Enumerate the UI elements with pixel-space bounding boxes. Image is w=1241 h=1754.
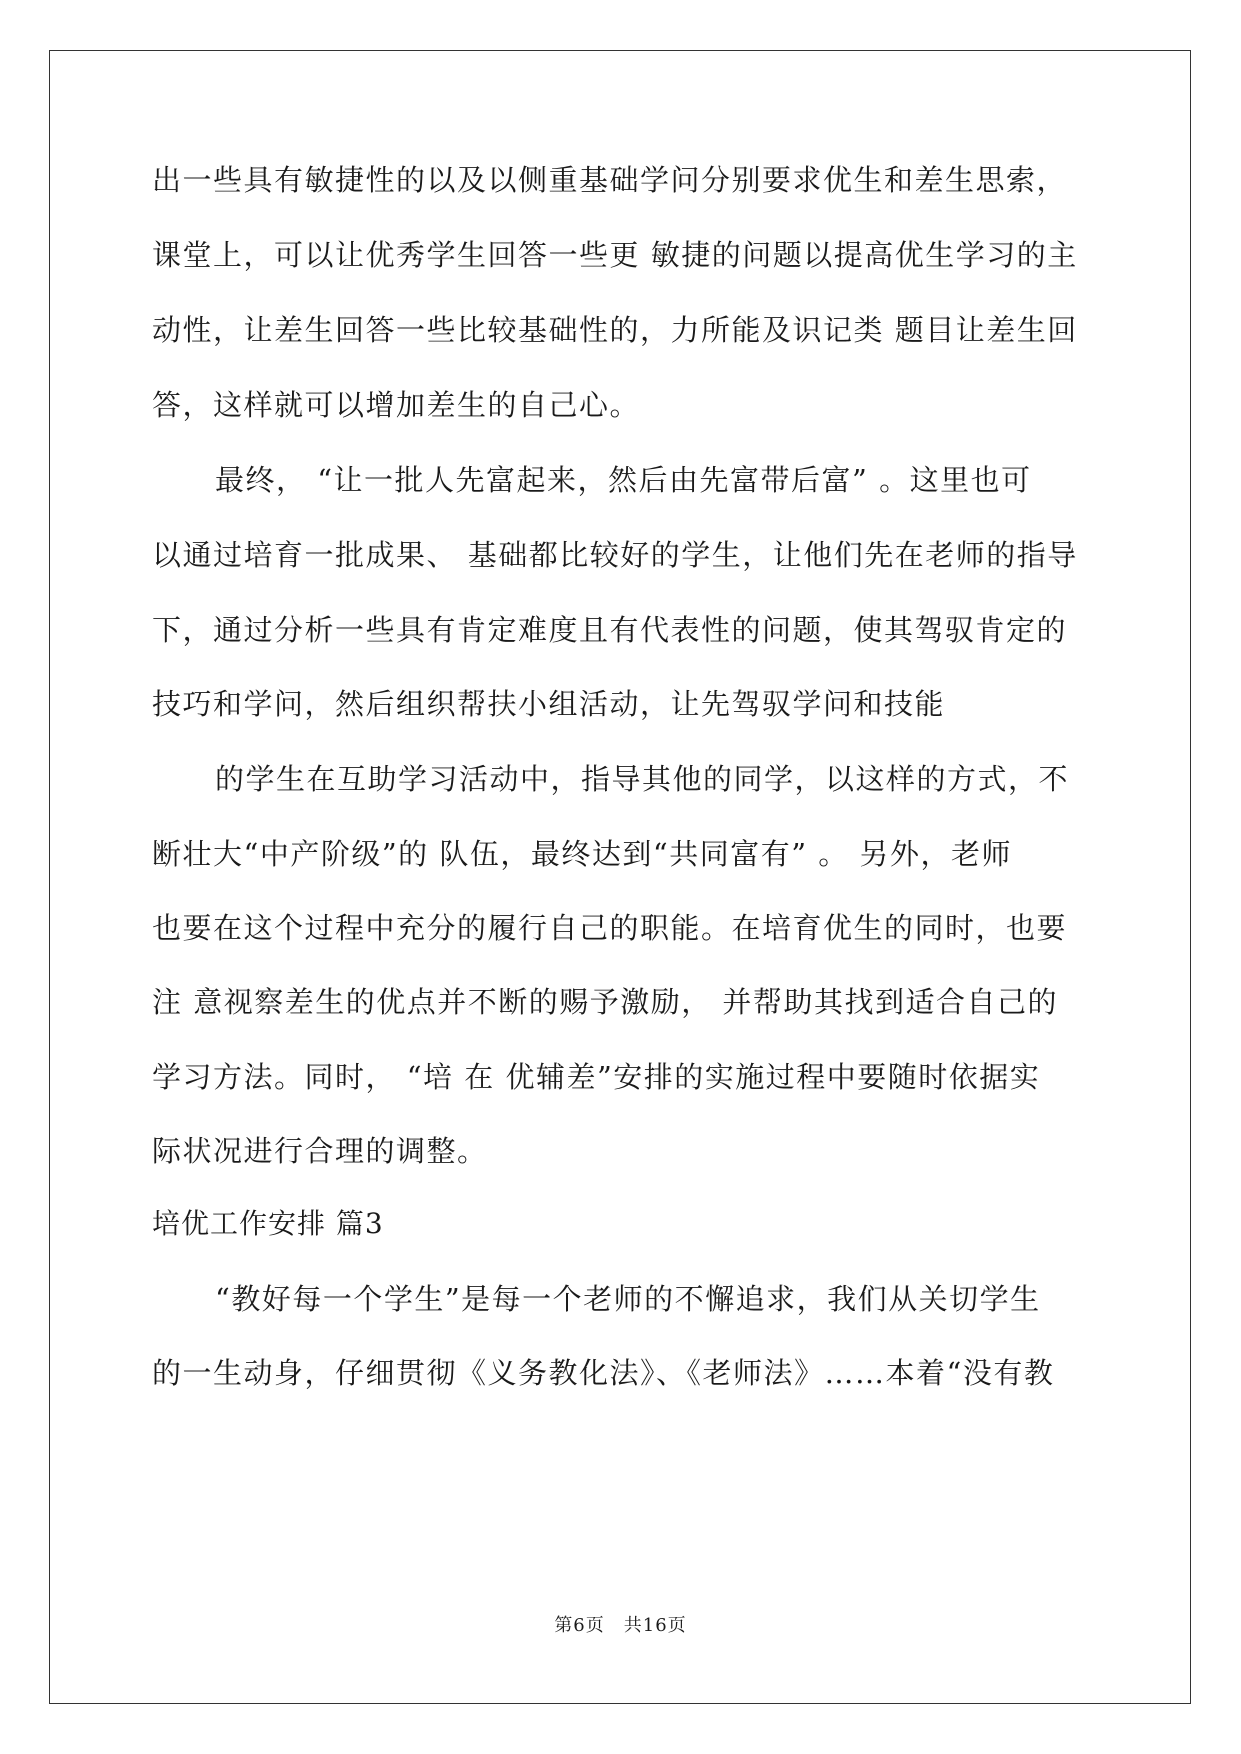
paragraph-line: 最终， “让一批人先富起来，然后由先富带后富” 。这里也可	[215, 463, 1032, 497]
paragraph-line: 断壮大“中产阶级”的 队伍，最终达到“共同富有” 。 另外，老师	[152, 837, 1012, 871]
paragraph-line: 也要在这个过程中充分的履行自己的职能。在培育优生的同时，也要	[152, 911, 1068, 945]
paragraph-line: 的学生在互助学习活动中，指导其他的同学，以这样的方式，不	[215, 762, 1070, 796]
paragraph-line: 注 意视察差生的优点并不断的赐予激励， 并帮助其找到适合自己的	[152, 985, 1058, 1019]
paragraph-line: 的一生动身，仔细贯彻《义务教化法》、《老师法》……本着“没有教	[152, 1356, 1055, 1390]
page-number: 第6页 共16页	[554, 1615, 687, 1636]
paragraph-line: 答，这样就可以增加差生的自己心。	[152, 388, 641, 422]
page-border	[49, 50, 1191, 1704]
paragraph-line: 学习方法。同时， “培 在 优辅差”安排的实施过程中要随时依据实	[152, 1060, 1041, 1094]
paragraph-line: 课堂上，可以让优秀学生回答一些更 敏捷的问题以提高优生学习的主	[152, 238, 1078, 272]
paragraph-line: 技巧和学问，然后组织帮扶小组活动，让先驾驭学问和技能	[152, 687, 946, 721]
section-heading: 培优工作安排 篇3	[152, 1207, 384, 1240]
paragraph-line: 动性，让差生回答一些比较基础性的，力所能及识记类 题目让差生回	[152, 313, 1078, 347]
paragraph-line: “教好每一个学生”是每一个老师的不懈追求，我们从关切学生	[215, 1282, 1041, 1316]
paragraph-line: 下，通过分析一些具有肯定难度且有代表性的问题，使其驾驭肯定的	[152, 613, 1068, 647]
paragraph-line: 以通过培育一批成果、 基础都比较好的学生，让他们先在老师的指导	[152, 538, 1078, 572]
paragraph-line: 际状况进行合理的调整。	[152, 1134, 488, 1168]
paragraph-line: 出一些具有敏捷性的以及以侧重基础学问分别要求优生和差生思索，	[152, 163, 1068, 197]
